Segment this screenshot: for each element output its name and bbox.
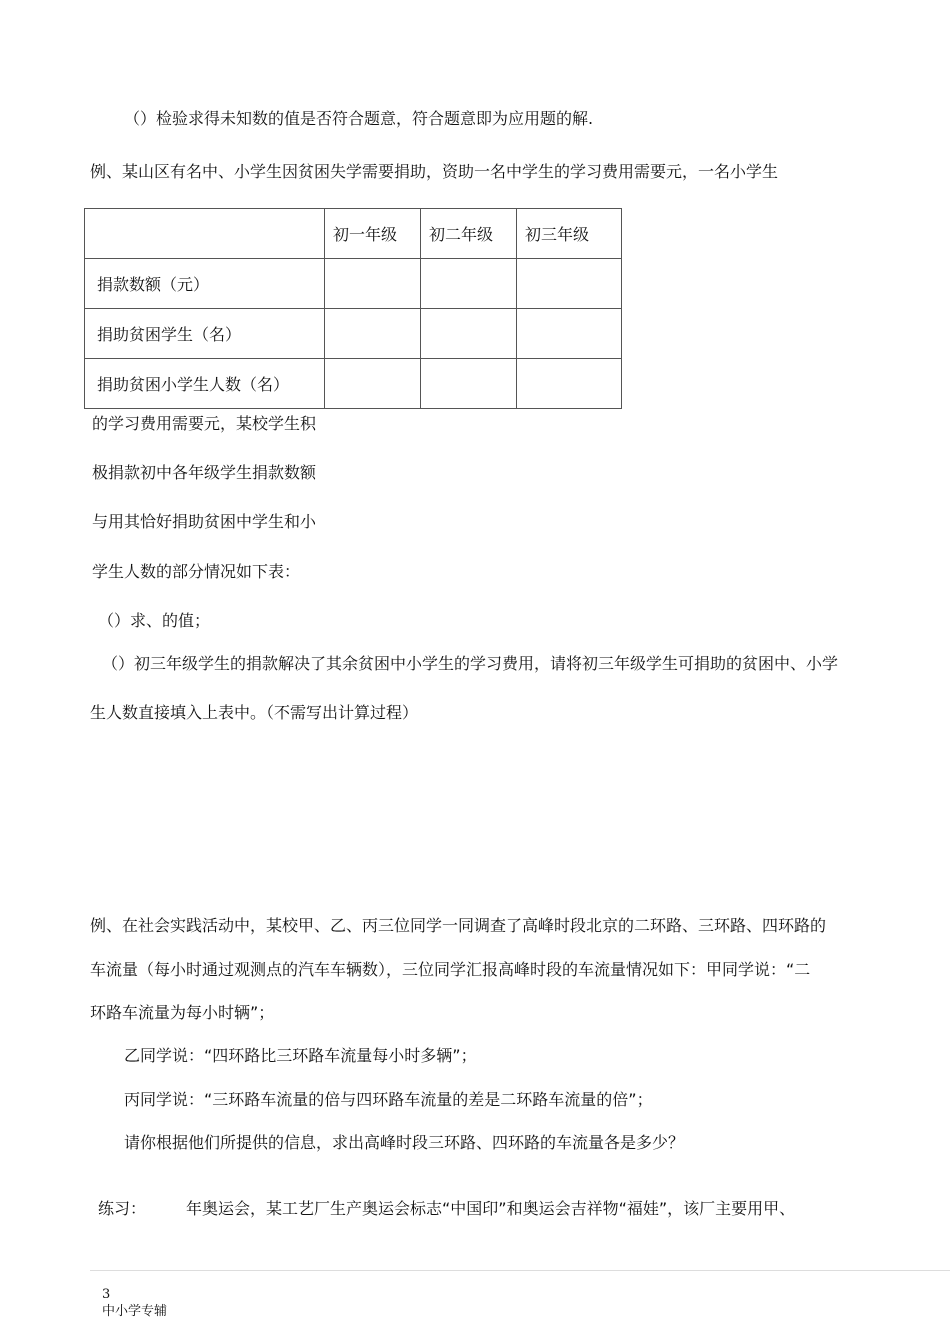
row-label-students-helped: 捐助贫困学生（名） (85, 309, 325, 359)
example-2-line-3: 环路车流量为每小时辆”； (90, 1003, 275, 1022)
row-label-donation-amount: 捐款数额（元） (85, 259, 325, 309)
example-1-intro: 例、某山区有名中、小学生因贫困失学需要捐助，资助一名中学生的学习费用需要元，一名小学生 (90, 162, 779, 181)
example-2-question: 请你根据他们所提供的信息，求出高峰时段三环路、四环路的车流量各是多少？ (124, 1133, 685, 1152)
table-cell (325, 359, 421, 409)
table-cell (85, 209, 325, 259)
table-row (85, 359, 622, 409)
example-1-line-5: 学生人数的部分情况如下表： (92, 562, 301, 581)
example-2-intro: 例、在社会实践活动中，某校甲、乙、丙三位同学一同调查了高峰时段北京的二环路、三环路、四环路的 (90, 916, 827, 935)
donation-table (84, 208, 622, 409)
question-2-cont: 生人数直接填入上表中。（不需写出计算过程） (90, 703, 419, 722)
table-cell (517, 359, 622, 409)
footer-divider (90, 1270, 950, 1271)
exercise-label: 练习： (98, 1199, 147, 1218)
example-1-line-2: 的学习费用需要元，某校学生积 (92, 414, 317, 433)
example-1-line-4: 与用其恰好捐助贫困中学生和小 (92, 512, 317, 531)
table-cell (421, 359, 517, 409)
table-header-grade-2: 初二年级 (421, 209, 517, 259)
line-verify-solution: （）检验求得未知数的值是否符合题意，符合题意即为应用题的解. (124, 109, 594, 128)
example-2-line-2: 车流量（每小时通过观测点的汽车车辆数），三位同学汇报高峰时段的车流量情况如下：甲同学说：“二 (90, 960, 811, 979)
table-cell (517, 259, 622, 309)
row-label-primary-students-helped: 捐助贫困小学生人数（名） (85, 359, 325, 409)
student-b-statement: 乙同学说：“四环路比三环路车流量每小时多辆”； (124, 1046, 477, 1065)
exercise-text: 年奥运会，某工艺厂生产奥运会标志“中国印”和奥运会吉祥物“福娃”，该厂主要用甲、 (186, 1199, 796, 1218)
question-2: （）初三年级学生的捐款解决了其余贫困中小学生的学习费用，请将初三年级学生可捐助的贫困中、小学 (102, 654, 839, 673)
table-row (85, 259, 622, 309)
footer-label: 中小学专辅 (102, 1304, 168, 1319)
table-cell (325, 309, 421, 359)
page-number: 3 (102, 1287, 111, 1302)
example-1-line-3: 极捐款初中各年级学生捐款数额 (92, 463, 317, 482)
table-cell (325, 259, 421, 309)
student-c-statement: 丙同学说：“三环路车流量的倍与四环路车流量的差是二环路车流量的倍”； (124, 1090, 653, 1109)
table-header-grade-1: 初一年级 (325, 209, 421, 259)
question-1: （）求、的值； (98, 611, 211, 630)
table-header-grade-3: 初三年级 (517, 209, 622, 259)
table-header-row (85, 209, 622, 259)
table-cell (517, 309, 622, 359)
table-cell (421, 309, 517, 359)
table-row (85, 309, 622, 359)
table-cell (421, 259, 517, 309)
